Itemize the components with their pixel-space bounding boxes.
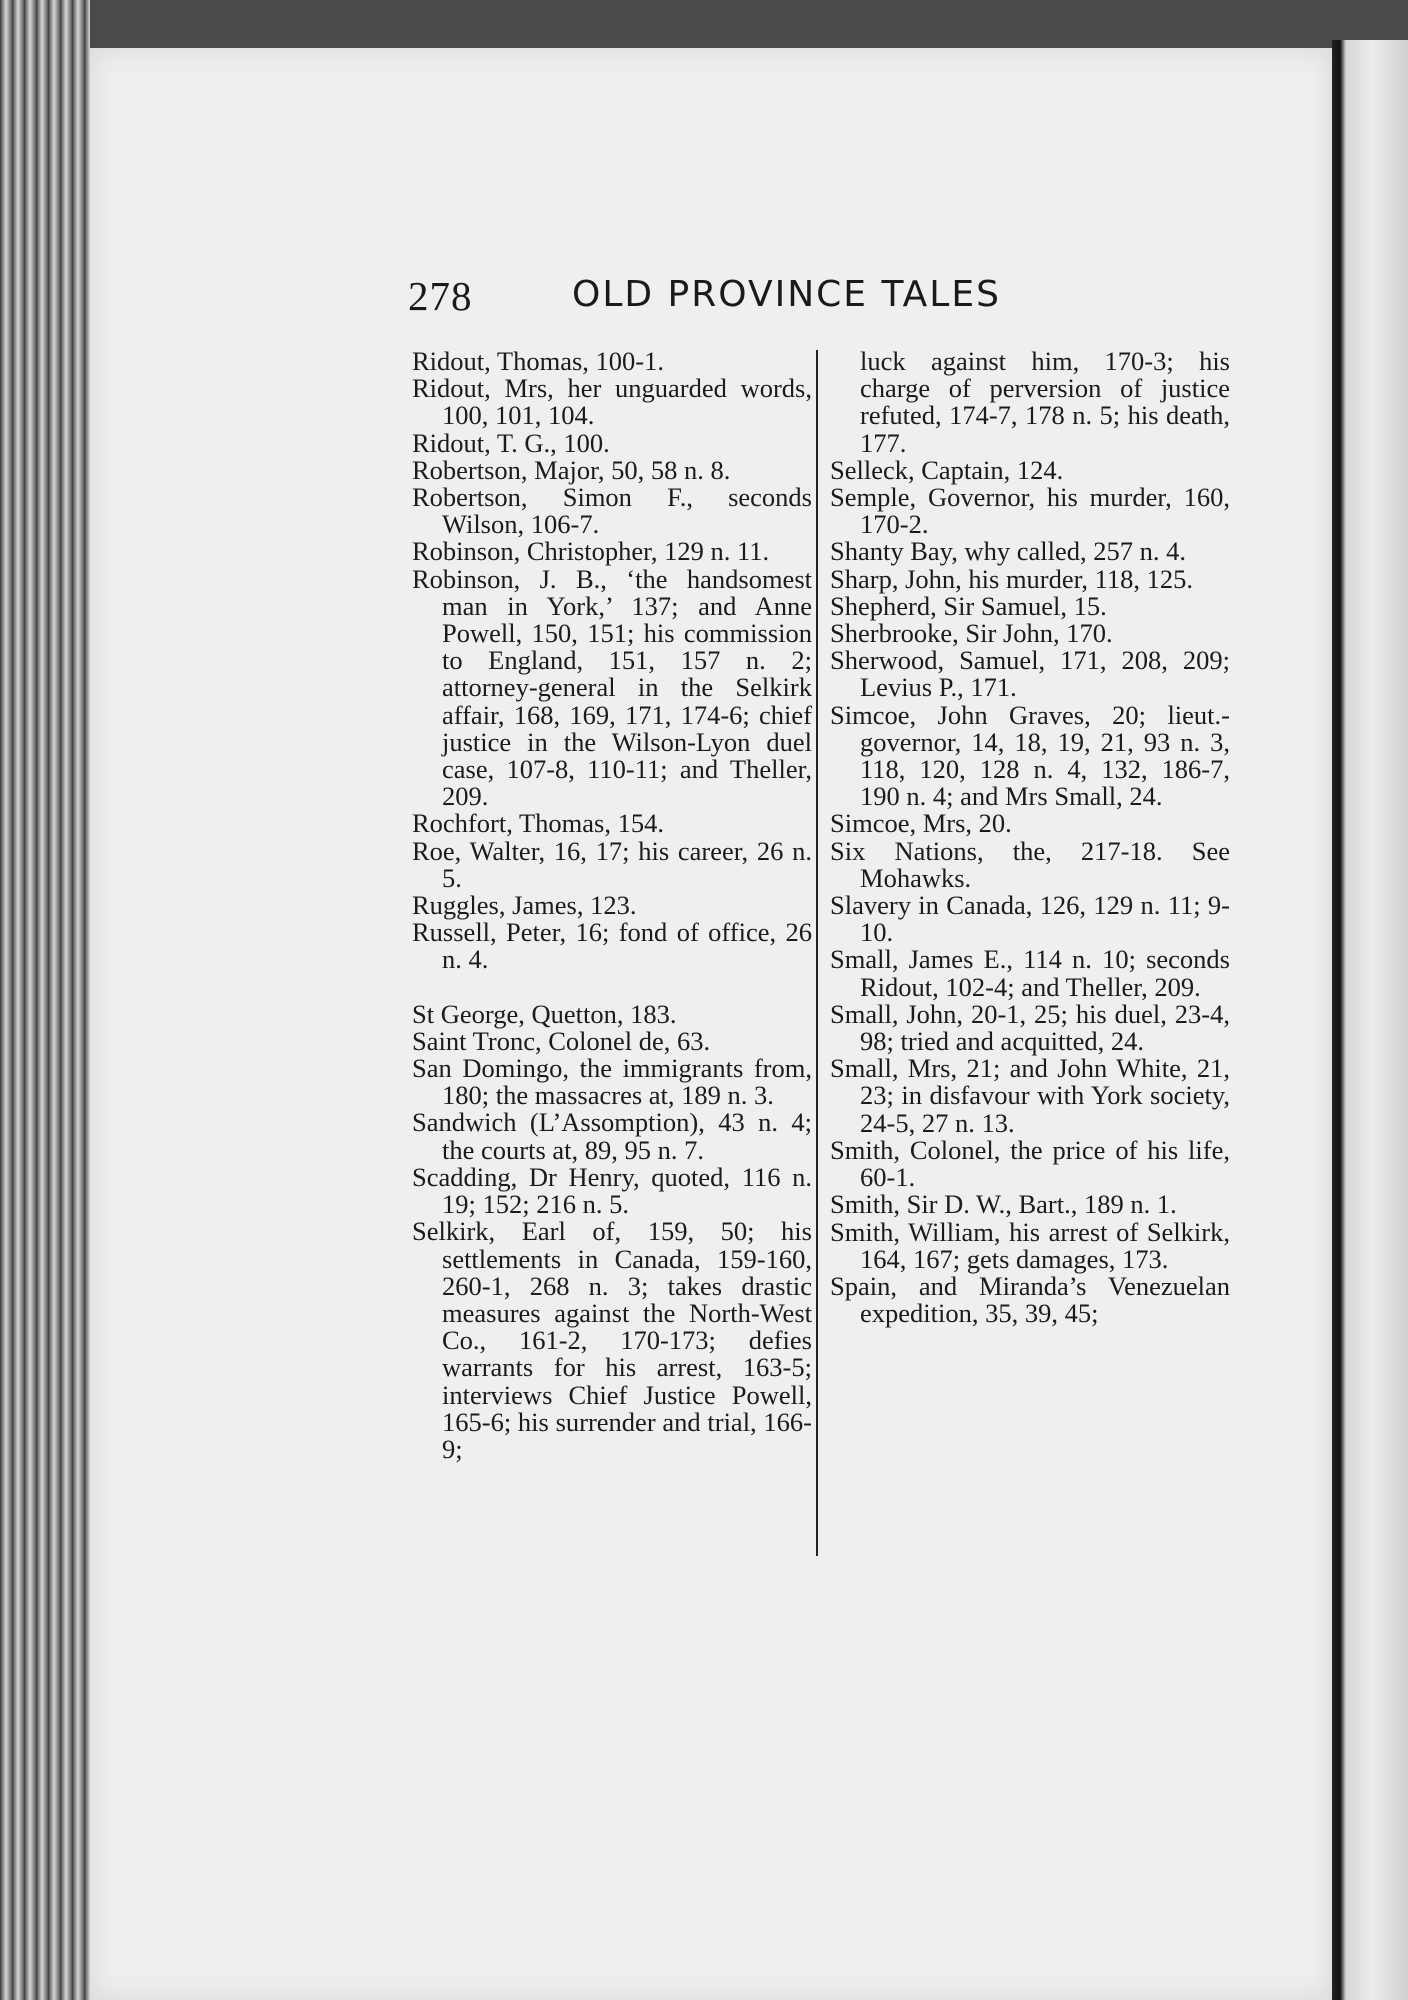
- index-entry: Smith, Sir D. W., Bart., 189 n. 1.: [830, 1189, 1177, 1220]
- index-entry: Ruggles, James, 123.: [412, 890, 637, 921]
- section-gap: [412, 974, 812, 1001]
- index-entry: Sandwich (L’Assomption), 43 n. 4; the courts at, 89, 95 n. 7.: [412, 1107, 812, 1165]
- index-entry: Shanty Bay, why called, 257 n. 4.: [830, 536, 1186, 567]
- index-entry: Ridout, T. G., 100.: [412, 427, 610, 458]
- index-entry: Small, Mrs, 21; and John White, 21, 23; in disfavour with York society, 24-5, 27 n. 13.: [830, 1053, 1230, 1138]
- index-entry: St George, Quetton, 183.: [412, 998, 677, 1029]
- index-entry: Robinson, Christopher, 129 n. 11.: [412, 536, 770, 567]
- index-entry: Robertson, Major, 50, 58 n. 8.: [412, 454, 731, 485]
- index-entry: Sherwood, Samuel, 171, 208, 209; Levius P., 171.: [830, 645, 1230, 703]
- index-entry: Spain, and Miranda’s Venezuelan expedition, 35, 39, 45;: [830, 1270, 1230, 1329]
- index-entry: Six Nations, the, 217-18. See Mohawks.: [830, 835, 1230, 893]
- running-head: OLD PROVINCE TALES: [572, 274, 1001, 315]
- index-entry: Sherbrooke, Sir John, 170.: [830, 618, 1113, 649]
- index-entry: Ridout, Thomas, 100-1.: [412, 346, 664, 376]
- index-entry-continuation: luck against him, 170-3; his charge of perversion of justice refuted, 174-7, 178 n. 5; his death, 177.: [860, 346, 1230, 458]
- index-column-left: [412, 348, 812, 1463]
- index-entry: Selkirk, Earl of, 159, 50; his settlements in Canada, 159-160, 260-1, 268 n. 3; takes drastic measures against the North-West Co., 161-2, 170-173; defies warrants for his arrest, 163-5; interviews Chief Justice Powell, 165-6; his surrender and trial, 166-9;: [412, 1216, 812, 1464]
- page-header: [408, 272, 1068, 332]
- index-entry: Semple, Governor, his murder, 160, 170-2.: [830, 482, 1230, 540]
- index-entry: Russell, Peter, 16; fond of office, 26 n. 4.: [412, 917, 812, 975]
- index-entry: Roe, Walter, 16, 17; his career, 26 n. 5.: [412, 835, 812, 893]
- index-entry: Ridout, Mrs, her unguarded words, 100, 101, 104.: [412, 373, 812, 431]
- column-divider: [816, 350, 818, 1556]
- book-edge: [0, 0, 90, 2000]
- index-entry: Small, John, 20-1, 25; his duel, 23-4, 98; tried and acquitted, 24.: [830, 998, 1230, 1057]
- index-entry: Simcoe, John Graves, 20; lieut.-governor, 14, 18, 19, 21, 93 n. 3, 118, 120, 128 n. 4, 132, 186-7, 190 n. 4; and Mrs Small, 24.: [830, 699, 1230, 812]
- index-entry: Smith, William, his arrest of Selkirk, 164, 167; gets damages, 173.: [830, 1216, 1230, 1274]
- index-entry: Simcoe, Mrs, 20.: [830, 808, 1012, 839]
- index-entry: Shepherd, Sir Samuel, 15.: [830, 590, 1107, 621]
- index-entry: Saint Tronc, Colonel de, 63.: [412, 1025, 711, 1056]
- index-entry: Small, James E., 114 n. 10; seconds Ridout, 102-4; and Theller, 209.: [830, 944, 1230, 1002]
- index-entry: Scadding, Dr Henry, quoted, 116 n. 19; 152; 216 n. 5.: [412, 1161, 812, 1220]
- index-entry: Smith, Colonel, the price of his life, 60-1.: [830, 1134, 1230, 1193]
- index-entry: Slavery in Canada, 126, 129 n. 11; 9-10.: [830, 890, 1230, 948]
- next-page-edge: [1332, 40, 1408, 2000]
- index-entry: San Domingo, the immigrants from, 180; the massacres at, 189 n. 3.: [412, 1053, 812, 1111]
- index-entry: Rochfort, Thomas, 154.: [412, 808, 664, 839]
- page-number: 278: [408, 273, 473, 319]
- index-column-right: [830, 348, 1230, 1327]
- index-entry: Selleck, Captain, 124.: [830, 454, 1064, 485]
- index-entry: Sharp, John, his murder, 118, 125.: [830, 563, 1194, 594]
- index-entry: Robinson, J. B., ‘the handsomest man in York,’ 137; and Anne Powell, 150, 151; his commission to England, 151, 157 n. 2; attorney-general in the Selkirk affair, 168, 169, 171, 174-6; chief justice in the Wilson-Lyon duel case, 107-8, 110-11; and Theller, 209.: [412, 563, 812, 812]
- index-entry: Robertson, Simon F., seconds Wilson, 106-7.: [412, 482, 812, 540]
